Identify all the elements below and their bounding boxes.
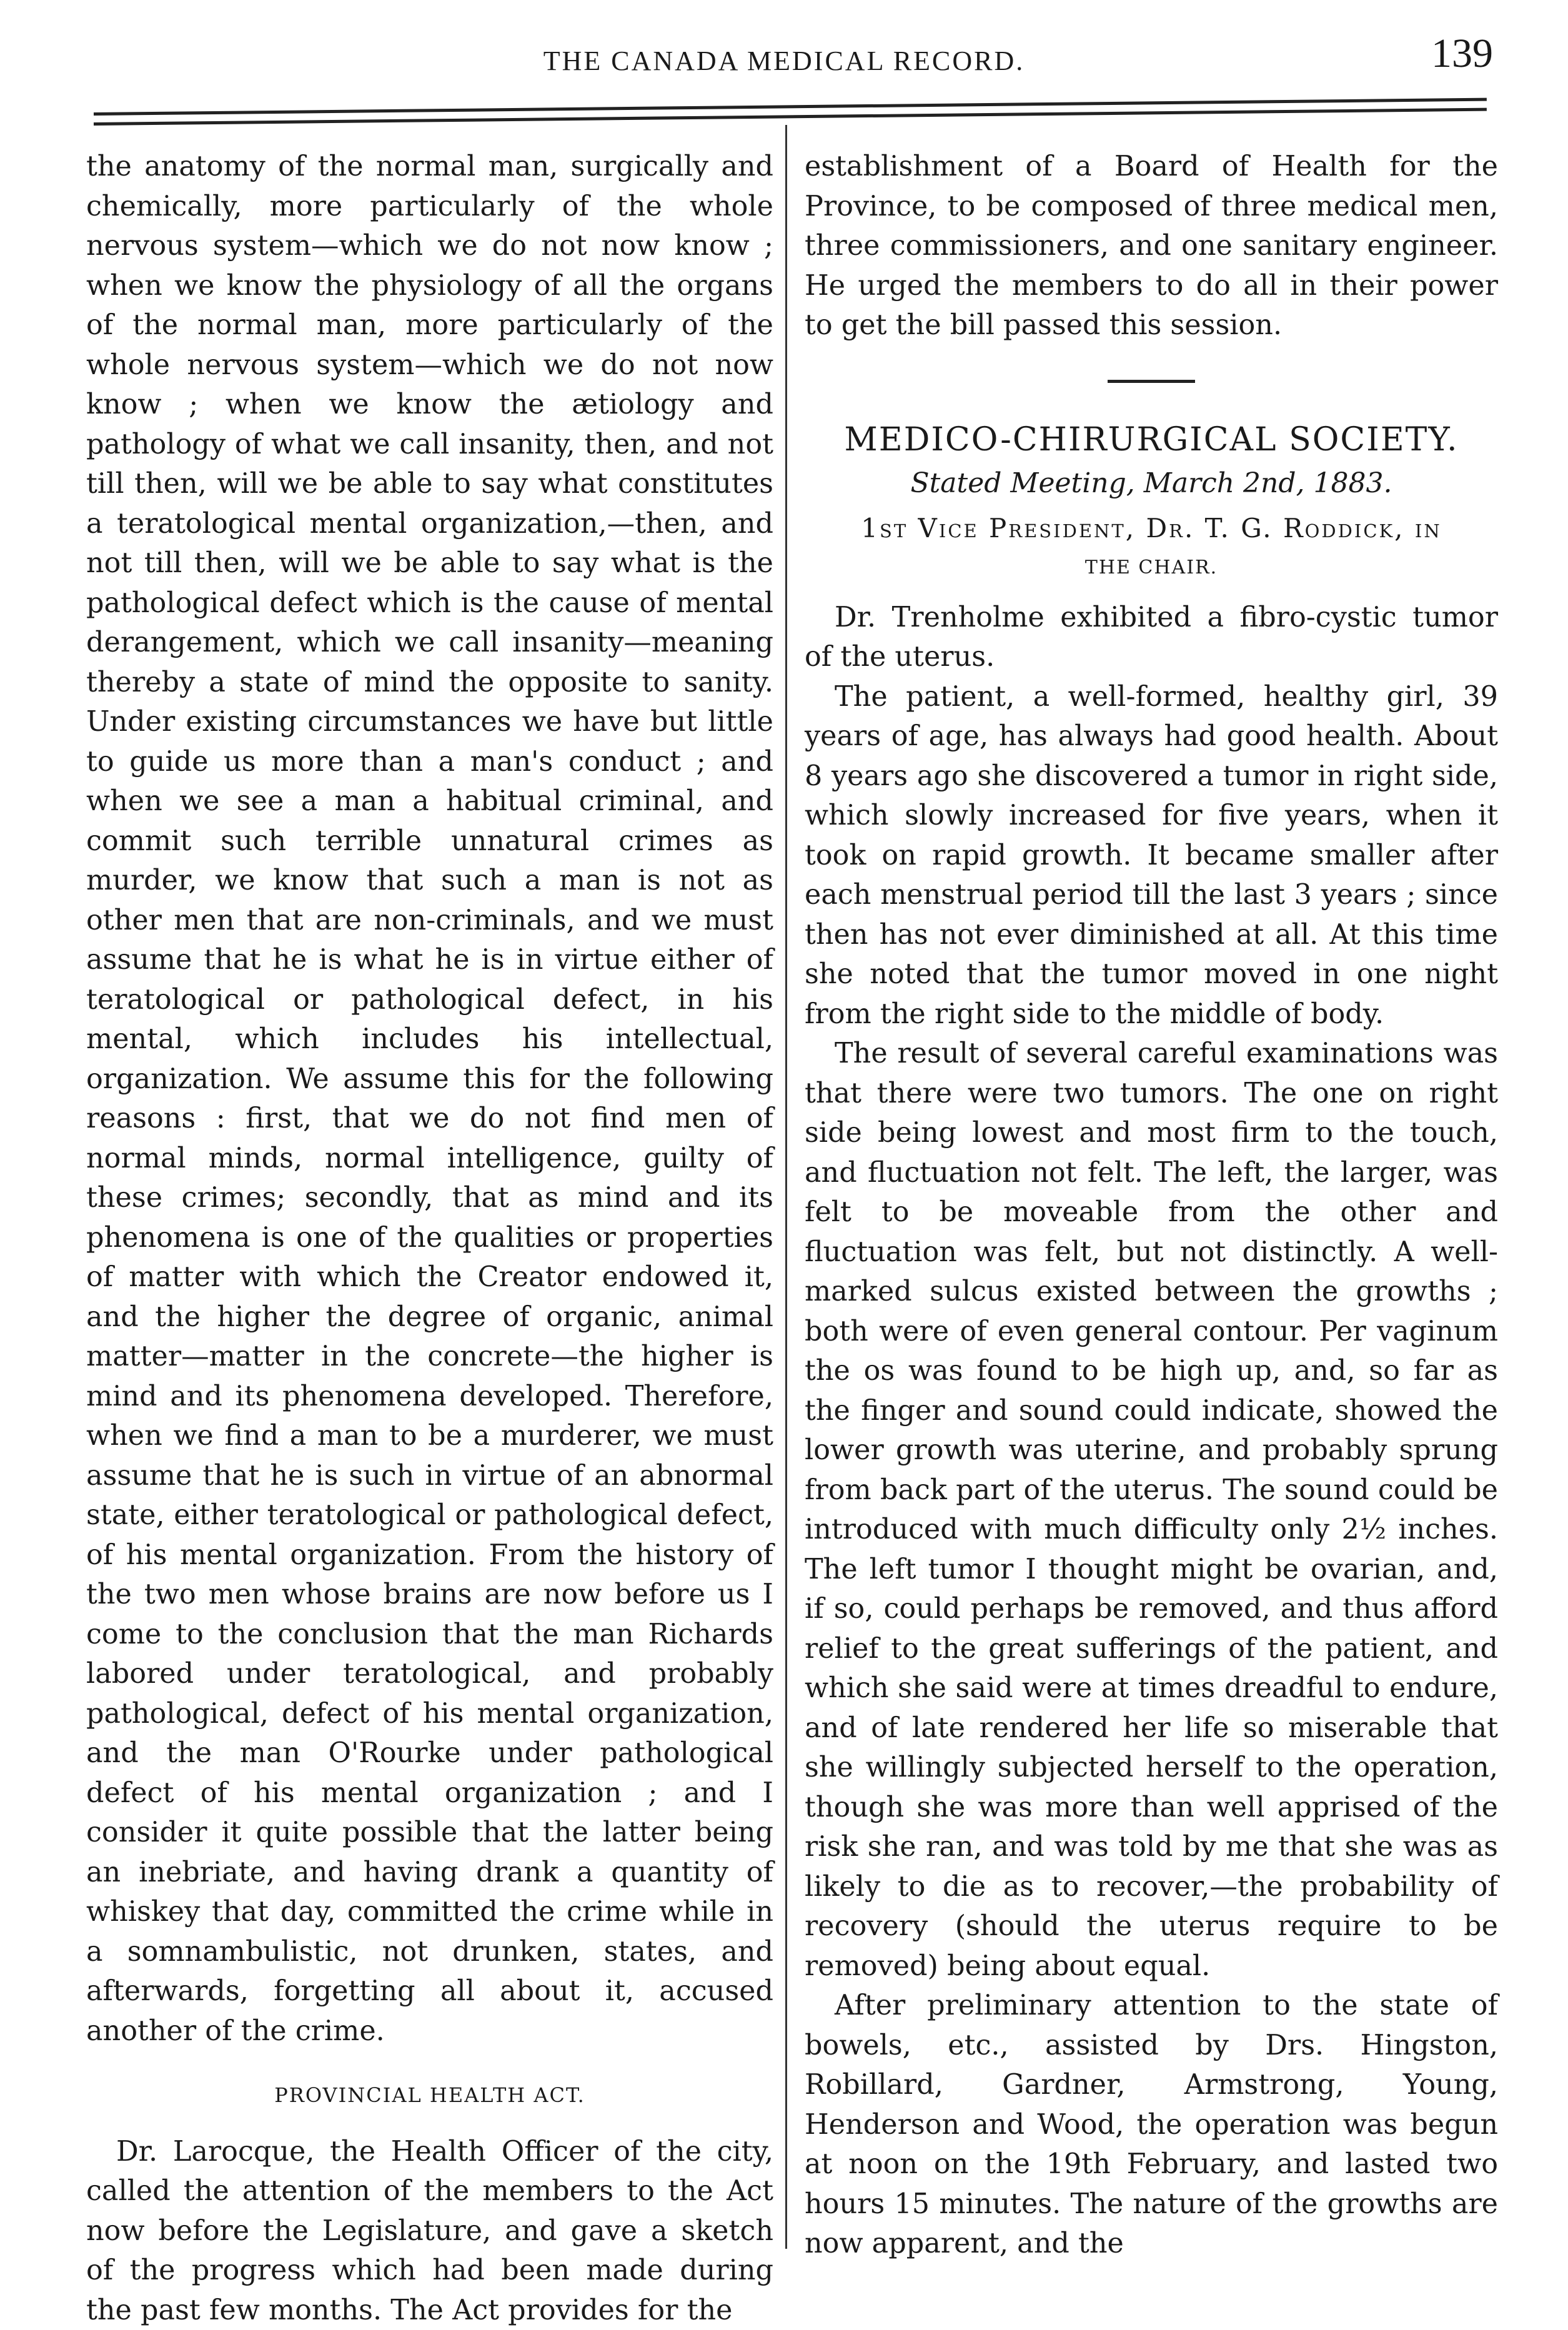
body-paragraph: The result of several careful examinations was that there were two tumors. The one on right side being lowest and most firm to the touch, and fluctuation not felt. The left, the larger, was felt to be moveable from the other and fluctuation was felt, but not distinctly. A well-marked sulcus existed between the growths ; both were of even general contour. Per vaginum the os was found to be high up, and, so far as the finger and sound could indicate, showed the lower growth was uterine, and probably sprung from back part of the uterus. The sound could be introduced with much difficulty only 2½ inches. The left tumor I thought might be ovarian, and, if so, could perhaps be removed, and thus afford relief to the great sufferings of the patient, and which she said were at times dreadful to endure, and of late rendered her life so miserable that she willingly subjected herself to the operation, though she was more than well apprised of the risk she ran, and was told by me that she was as likely to die as to recover,—the probability of recovery (should the uterus require to be removed) being about equal. bbox=[805, 1034, 1498, 1986]
body-paragraph: the anatomy of the normal man, surgically and chemically, more particularly of the whole nervous system—which we do not now know ; when we know the physiology of all the organs of the normal man, more particularly of the whole nervous system—which we do not now know ; when we know the ætiology and pathology of what we call insanity, then, and not till then, will we be able to say what constitutes a teratological mental organization,—then, and not till then, will we be able to say what is the pathological defect which is the cause of mental derangement, which we call insanity—meaning thereby a state of mind the opposite to sanity. Under existing circumstances we have but little to guide us more than a man's conduct ; and when we see a man a habitual criminal, and commit such terrible unnatural crimes as murder, we know that such a man is not as other men that are non-criminals, and we must assume that he is what he is in virtue either of teratological or pathological defect, in his mental, which includes his intellectual, organization. We assume this for the following reasons : first, that we do not find men of normal minds, normal intelligence, guilty of these crimes; secondly, that as mind and its phenomena is one of the qualities or properties of matter with which the Creator endowed it, and the higher the degree of organic, animal matter—matter in the concrete—the higher is mind and its phenomena developed. Therefore, when we find a man to be a murderer, we must assume that he is such in virtue of an abnormal state, either teratological or pathological defect, of his mental organization. From the history of the two men whose brains are now before us I come to the conclusion that the man Richards labored under teratological, and probably pathological, defect of his mental organization, and the man O'Rourke under pathological defect of his mental organization ; and I consider it quite possible that the latter being an inebriate, and having drank a quantity of whiskey that day, committed the crime while in a somnambulistic, not drunken, states, and afterwards, forgetting all about it, accused another of the crime. bbox=[86, 147, 773, 2051]
body-paragraph: Dr. Trenholme exhibited a fibro-cystic tumor of the uterus. bbox=[805, 598, 1498, 677]
meeting-date: Stated Meeting, March 2nd, 1883. bbox=[805, 464, 1498, 503]
section-heading-medico-chirurgical-society: MEDICO-CHIRURGICAL SOCIETY. bbox=[805, 420, 1498, 460]
right-column bbox=[805, 147, 1498, 2264]
body-paragraph: establishment of a Board of Health for the Province, to be composed of three medical men, three commissioners, and one sanitary engineer. He urged the members to do all in their power to get the bill passed this session. bbox=[805, 147, 1498, 345]
left-column bbox=[86, 147, 773, 2330]
body-paragraph: Dr. Larocque, the Health Officer of the city, called the attention of the members to the Act now before the Legislature, and gave a sketch of the progress which had been made during the past few months. The Act provides for the bbox=[86, 2132, 773, 2330]
page-header bbox=[0, 0, 1568, 112]
section-divider bbox=[1108, 380, 1195, 383]
section-heading-provincial-health-act: PROVINCIAL HEALTH ACT. bbox=[86, 2076, 773, 2116]
page-number: 139 bbox=[1431, 30, 1493, 77]
body-paragraph: The patient, a well-formed, healthy girl, 39 years of age, has always had good health. About 8 years ago she discovered a tumor in right side, which slowly increased for five years, when it took on rapid growth. It became smaller after each menstrual period till the last 3 years ; since then has not ever diminished at all. At this time she noted that the tumor moved in one night from the right side to the middle of body. bbox=[805, 677, 1498, 1034]
chair-line-continued: THE CHAIR. bbox=[805, 548, 1498, 588]
column-divider bbox=[785, 125, 787, 2249]
chair-line: 1st Vice President, Dr. T. G. Roddick, in bbox=[805, 508, 1498, 548]
body-paragraph: After preliminary attention to the state of bowels, etc., assisted by Drs. Hingston, Robillard, Gardner, Armstrong, Young, Henderson and Wood, the operation was begun at noon on the 19th February, and lasted two hours 15 minutes. The nature of the growths are now apparent, and the bbox=[805, 1986, 1498, 2264]
running-title: THE CANADA MEDICAL RECORD. bbox=[0, 45, 1568, 77]
